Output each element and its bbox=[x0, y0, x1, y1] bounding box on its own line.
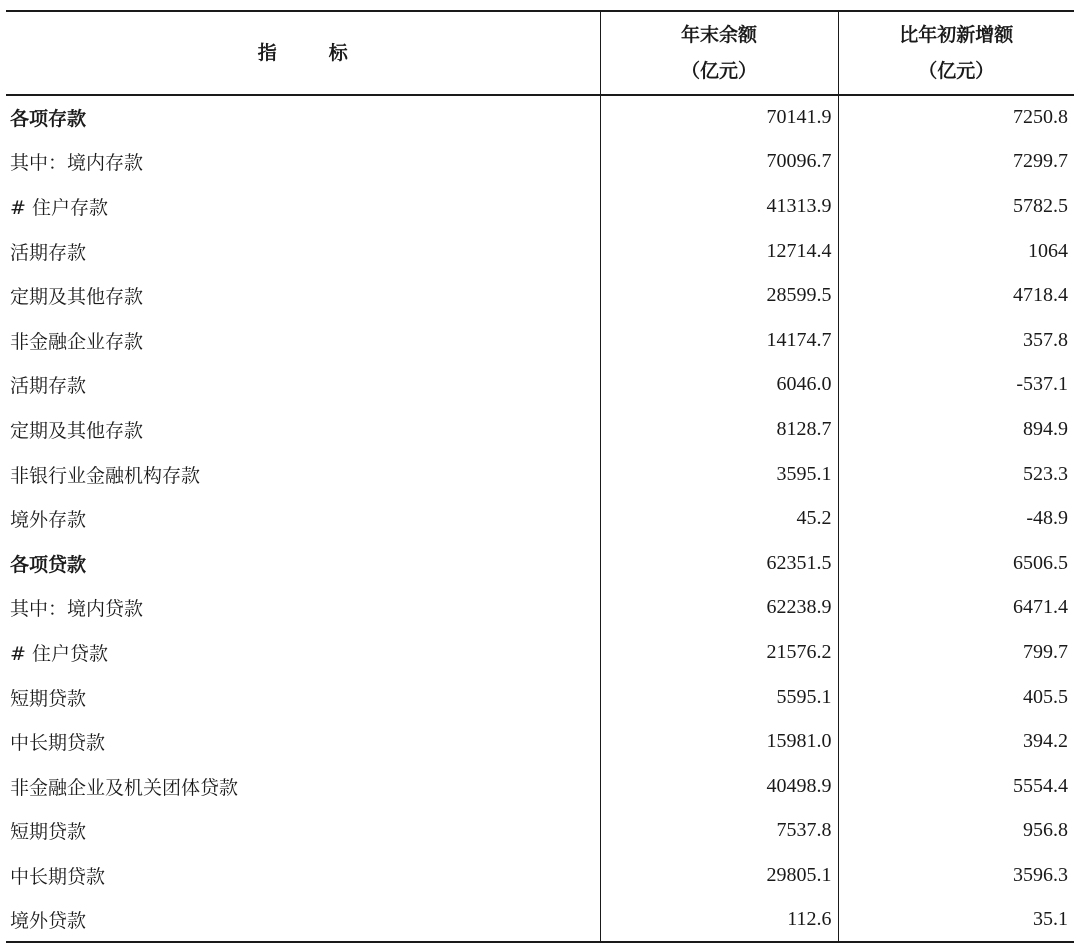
table-row bbox=[6, 675, 1074, 720]
table-row bbox=[6, 496, 1074, 541]
row-increase: 5554.4 bbox=[838, 764, 1074, 809]
table-row bbox=[6, 809, 1074, 854]
row-increase: -48.9 bbox=[838, 496, 1074, 541]
header-increase bbox=[838, 11, 1074, 95]
row-label: # 住户贷款 bbox=[10, 642, 108, 665]
deposit-loan-table-container bbox=[6, 10, 1074, 943]
row-increase: 35.1 bbox=[838, 898, 1074, 943]
table-row bbox=[6, 184, 1074, 229]
row-increase: 894.9 bbox=[838, 407, 1074, 452]
row-balance: 70096.7 bbox=[600, 140, 838, 185]
table-row bbox=[6, 764, 1074, 809]
row-label: # 住户存款 bbox=[10, 196, 108, 219]
header-indicator-text bbox=[6, 35, 600, 71]
row-balance: 40498.9 bbox=[600, 764, 838, 809]
row-balance: 21576.2 bbox=[600, 630, 838, 675]
deposit-loan-table bbox=[6, 10, 1074, 943]
table-row bbox=[6, 586, 1074, 631]
row-increase: 523.3 bbox=[838, 452, 1074, 497]
row-label: 各项贷款 bbox=[10, 553, 87, 576]
row-label: 短期贷款 bbox=[10, 821, 87, 844]
row-increase: 3596.3 bbox=[838, 853, 1074, 898]
row-balance: 15981.0 bbox=[600, 719, 838, 764]
row-label: 各项存款 bbox=[10, 108, 87, 131]
row-balance: 5595.1 bbox=[600, 675, 838, 720]
row-label: 境外贷款 bbox=[6, 898, 600, 943]
row-balance: 62238.9 bbox=[600, 586, 838, 631]
row-label: 非银行业金融机构存款 bbox=[10, 464, 201, 487]
row-label: 非金融企业及机关团体贷款 bbox=[10, 776, 239, 799]
table-row bbox=[6, 719, 1074, 764]
row-increase: 956.8 bbox=[838, 809, 1074, 854]
row-balance: 12714.4 bbox=[600, 229, 838, 274]
table-header bbox=[6, 11, 1074, 95]
header-indicator-part1: 指 bbox=[257, 42, 277, 64]
row-balance: 28599.5 bbox=[600, 273, 838, 318]
row-balance: 29805.1 bbox=[600, 853, 838, 898]
header-row bbox=[6, 11, 1074, 95]
header-increase-unit: （亿元） bbox=[918, 60, 995, 82]
row-balance: 14174.7 bbox=[600, 318, 838, 363]
row-label: 活期存款 bbox=[10, 241, 87, 264]
row-label: 活期存款 bbox=[10, 375, 87, 398]
row-label: 中长期贷款 bbox=[10, 865, 106, 888]
header-balance bbox=[600, 11, 838, 95]
row-increase: 7299.7 bbox=[838, 140, 1074, 185]
header-indicator bbox=[6, 11, 600, 95]
row-balance: 3595.1 bbox=[600, 452, 838, 497]
row-increase: 5782.5 bbox=[838, 184, 1074, 229]
table-row bbox=[6, 318, 1074, 363]
row-increase: 799.7 bbox=[838, 630, 1074, 675]
row-increase: 1064 bbox=[838, 229, 1074, 274]
row-label: 定期及其他存款 bbox=[10, 419, 144, 442]
row-balance: 62351.5 bbox=[600, 541, 838, 586]
row-label: 其中：境内贷款 bbox=[10, 598, 144, 621]
row-increase: 6471.4 bbox=[838, 586, 1074, 631]
table-row bbox=[6, 853, 1074, 898]
table-row bbox=[6, 140, 1074, 185]
row-balance: 8128.7 bbox=[600, 407, 838, 452]
row-increase: 357.8 bbox=[838, 318, 1074, 363]
row-balance: 41313.9 bbox=[600, 184, 838, 229]
header-increase-title: 比年初新增额 bbox=[899, 24, 1014, 46]
header-indicator-part2: 标 bbox=[328, 42, 348, 64]
row-increase: 4718.4 bbox=[838, 273, 1074, 318]
row-label: 短期贷款 bbox=[10, 687, 87, 710]
table-row bbox=[6, 363, 1074, 408]
row-label: 其中：境内存款 bbox=[10, 152, 144, 175]
header-balance-title: 年末余额 bbox=[680, 24, 757, 46]
row-label: 中长期贷款 bbox=[10, 732, 106, 755]
table-row bbox=[6, 407, 1074, 452]
table-row bbox=[6, 541, 1074, 586]
table-row bbox=[6, 452, 1074, 497]
row-balance: 70141.9 bbox=[600, 95, 838, 140]
row-balance: 7537.8 bbox=[600, 809, 838, 854]
row-label: 非金融企业存款 bbox=[10, 330, 144, 353]
table-row bbox=[6, 273, 1074, 318]
row-increase: 405.5 bbox=[838, 675, 1074, 720]
row-label: 定期及其他存款 bbox=[10, 286, 144, 309]
row-balance: 112.6 bbox=[600, 898, 838, 943]
table-row bbox=[6, 95, 1074, 140]
row-balance: 45.2 bbox=[600, 496, 838, 541]
row-increase: 6506.5 bbox=[838, 541, 1074, 586]
row-label: 境外存款 bbox=[10, 509, 87, 532]
row-increase: 394.2 bbox=[838, 719, 1074, 764]
table-row bbox=[6, 898, 1074, 943]
header-balance-unit: （亿元） bbox=[680, 60, 757, 82]
table-body bbox=[6, 95, 1074, 942]
row-balance: 6046.0 bbox=[600, 363, 838, 408]
row-increase: 7250.8 bbox=[838, 95, 1074, 140]
row-increase: -537.1 bbox=[838, 363, 1074, 408]
table-row bbox=[6, 630, 1074, 675]
table-row bbox=[6, 229, 1074, 274]
